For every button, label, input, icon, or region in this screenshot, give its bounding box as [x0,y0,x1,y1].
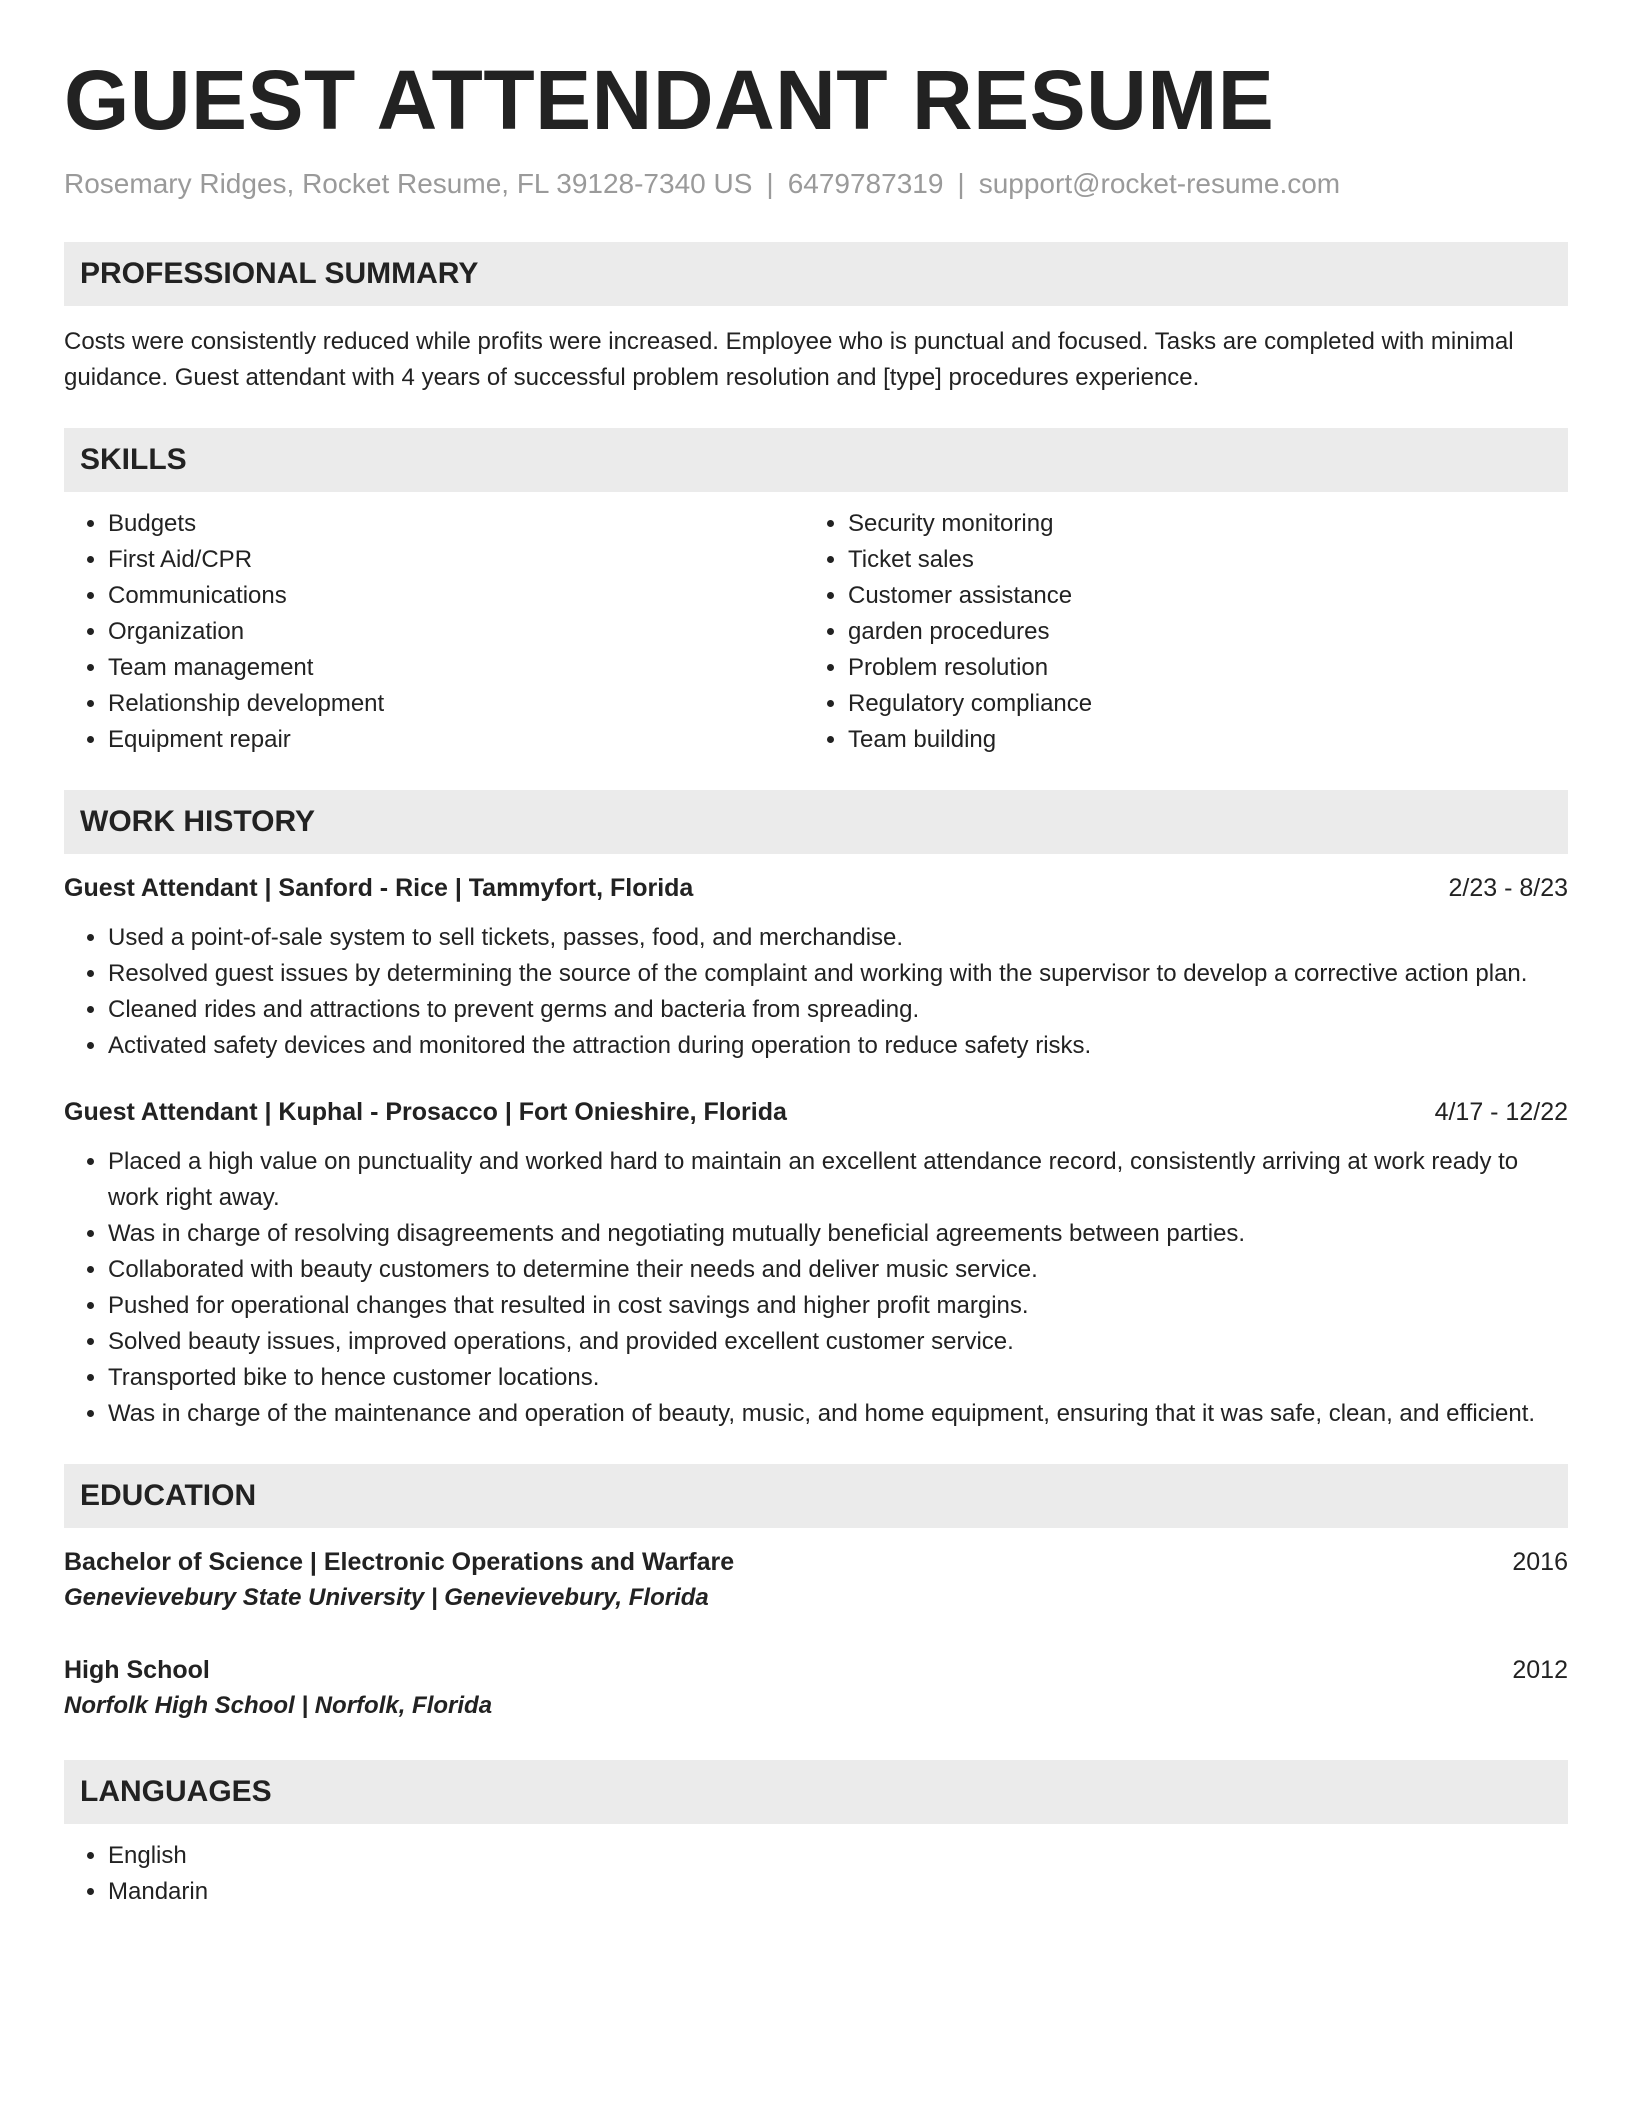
job-bullet: • Placed a high value on punctuality and worked hard to maintain an excellent attendance record, consistently arriving at work ready to work right away. [108,1144,1568,1216]
skills-columns [64,506,1568,758]
contact-line [64,164,1568,204]
resume-title: GUEST ATTENDANT RESUME [64,53,1275,147]
skill-item: • Relationship development [108,686,804,722]
job-bullet: • Was in charge of resolving disagreements and negotiating mutually beneficial agreements between parties. [108,1216,1568,1252]
job-dates: 2/23 - 8/23 [1448,874,1568,902]
summary-heading: PROFESSIONAL SUMMARY [64,242,1568,306]
skill-item: • First Aid/CPR [108,542,804,578]
education-degree: Bachelor of Science | Electronic Operations and Warfare [64,1548,735,1576]
job-bullet: • Resolved guest issues by determining the source of the complaint and working with the supervisor to develop a corrective action plan. [108,956,1568,992]
skills-column-right [804,506,1544,758]
education-school: Norfolk High School | Norfolk, Florida [64,1692,493,1719]
language-item: • English [108,1838,1568,1874]
education-heading: EDUCATION [64,1464,1568,1528]
job-bullet: • Cleaned rides and attractions to prevent germs and bacteria from spreading. [108,992,1568,1028]
skill-item: • Budgets [108,506,804,542]
education-section [64,1464,1568,1724]
education-degree: High School [64,1656,210,1684]
skills-column-left [64,506,804,758]
job-bullet: • Pushed for operational changes that resulted in cost savings and higher profit margins. [108,1288,1568,1324]
education-header [64,1544,1568,1580]
job-bullet: • Was in charge of the maintenance and operation of beauty, music, and home equipment, ensuring that it was safe, clean, and efficient. [108,1396,1568,1432]
skill-item: • Team management [108,650,804,686]
languages-heading: LANGUAGES [64,1760,1568,1824]
education-entry [64,1544,1568,1616]
education-year: 2012 [1512,1656,1568,1684]
job-bullet: • Transported bike to hence customer locations. [108,1360,1568,1396]
skill-item: • Security monitoring [848,506,1544,542]
skill-item: • Team building [848,722,1544,758]
language-item: • Mandarin [108,1874,1568,1910]
contact-separator: | [766,168,774,199]
contact-phone: 6479787319 [787,168,944,199]
education-header [64,1652,1568,1688]
job-header [64,870,1568,906]
job-bullet: • Solved beauty issues, improved operations, and provided excellent customer service. [108,1324,1568,1360]
job-bullet: • Used a point-of-sale system to sell tickets, passes, food, and merchandise. [108,920,1568,956]
skill-item: • Regulatory compliance [848,686,1544,722]
job-header [64,1094,1568,1130]
summary-text: Costs were consistently reduced while profits were increased. Employee who is punctual and focused. Tasks are completed with minimal guidance. Guest attendant with 4 years of successful problem resolution and [type] procedures experience. [64,328,1514,391]
job-entry [64,1094,1568,1432]
education-school: Genevievebury State University | Genevievebury, Florida [64,1584,709,1611]
job-title: Guest Attendant | Kuphal - Prosacco | Fort Onieshire, Florida [64,1098,787,1126]
job-bullet: • Activated safety devices and monitored the attraction during operation to reduce safety risks. [108,1028,1568,1064]
skill-item: • Customer assistance [848,578,1544,614]
work-heading: WORK HISTORY [64,790,1568,854]
skill-item: • Equipment repair [108,722,804,758]
skill-item: • garden procedures [848,614,1544,650]
job-title: Guest Attendant | Sanford - Rice | Tammyfort, Florida [64,874,694,902]
contact-email: support@rocket-resume.com [978,168,1341,199]
job-bullet: • Collaborated with beauty customers to determine their needs and deliver music service. [108,1252,1568,1288]
education-year: 2016 [1512,1548,1568,1576]
contact-separator: | [957,168,965,199]
skill-item: • Ticket sales [848,542,1544,578]
skill-item: • Problem resolution [848,650,1544,686]
job-entry [64,870,1568,1064]
job-dates: 4/17 - 12/22 [1434,1098,1568,1126]
summary-section [64,242,1568,396]
skill-item: • Organization [108,614,804,650]
skill-item: • Communications [108,578,804,614]
skills-heading: SKILLS [64,428,1568,492]
skills-section [64,428,1568,758]
education-entry [64,1652,1568,1724]
work-section [64,790,1568,1432]
contact-address: Rosemary Ridges, Rocket Resume, FL 39128-7340 US [64,168,753,199]
languages-section [64,1760,1568,1910]
